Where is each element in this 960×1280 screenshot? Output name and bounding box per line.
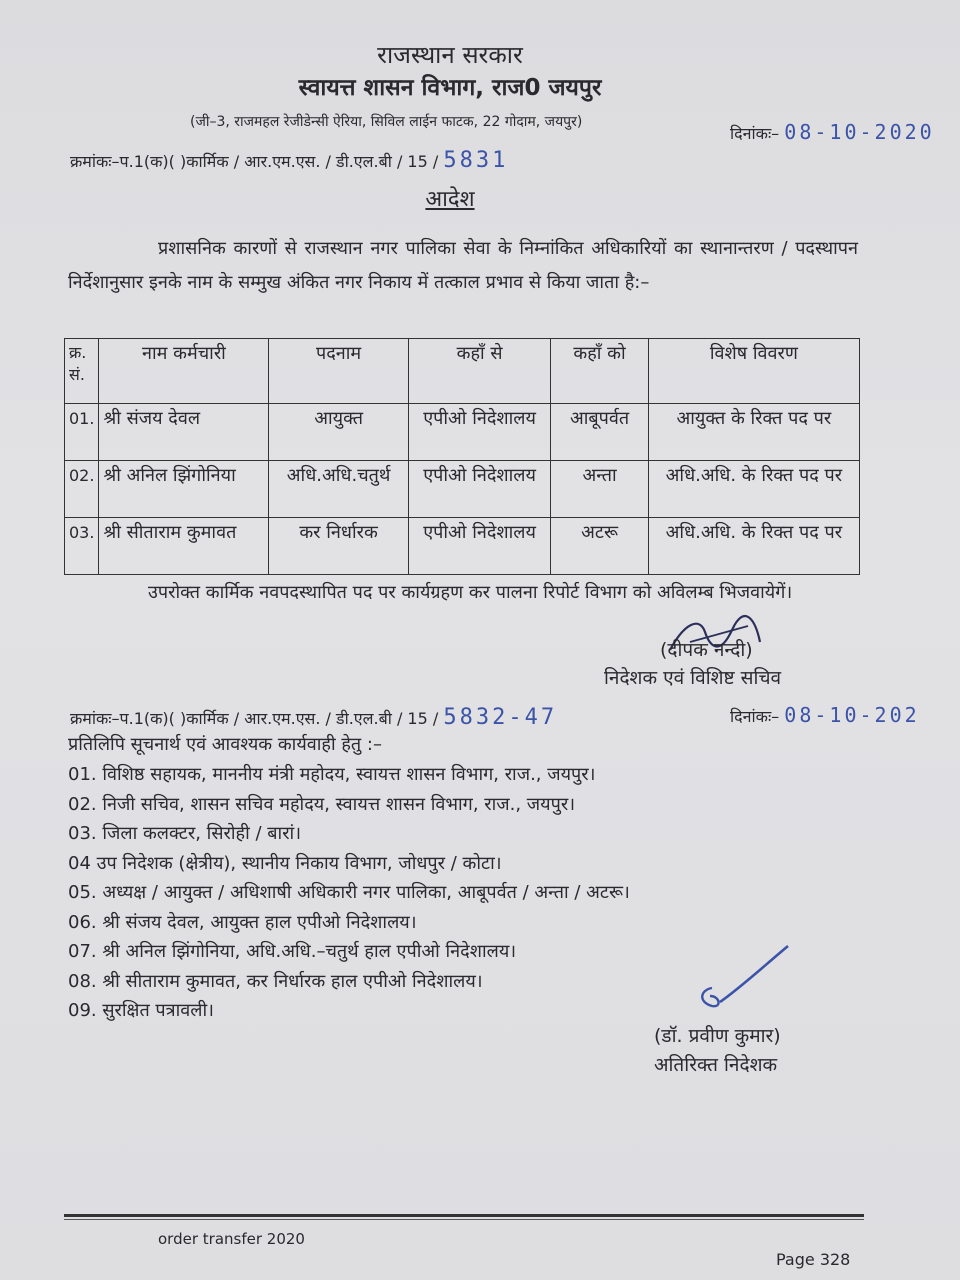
copy-heading: प्रतिलिपि सूचनार्थ एवं आवश्यक कार्यवाही हेतु :– (68, 734, 382, 755)
row-name: श्री सीताराम कुमावत (99, 518, 269, 575)
table-row (65, 518, 860, 575)
signatory-1-name: (दीपक नन्दी) (660, 639, 753, 661)
row-serial: 02. (65, 461, 99, 518)
col-from: कहाँ से (408, 339, 551, 404)
footer-rule (64, 1214, 864, 1217)
reference-number-handwritten: 5831 (443, 148, 509, 173)
row-from: एपीओ निदेशालय (408, 518, 551, 575)
date-handwritten: 08-10-2020 (784, 120, 935, 144)
row-name: श्री संजय देवल (99, 404, 269, 461)
date-handwritten: 08-10-202 (784, 703, 920, 727)
row-from: एपीओ निदेशालय (408, 404, 551, 461)
date-label: दिनांकः– (730, 707, 780, 726)
department-address: (जी–3, राजमहल रेजीडेन्सी ऐरिया, सिविल लाईन फाटक, 22 गोदाम, जयपुर) (190, 114, 583, 130)
footer-rule-thin (64, 1219, 864, 1220)
transfer-table (64, 338, 860, 575)
list-item: 05. अध्यक्ष / आयुक्त / अधिशाषी अधिकारी नगर पालिका, आबूपर्वत / अन्ता / अटरू। (68, 882, 630, 903)
list-item: 09. सुरक्षित पत्रावली। (68, 1000, 214, 1021)
col-remarks: विशेष विवरण (648, 339, 859, 404)
reference-line-1 (70, 148, 508, 173)
col-serial: क्र. सं. (65, 339, 99, 404)
table-row (65, 404, 860, 461)
row-to: अटरू (551, 518, 648, 575)
row-name: श्री अनिल झिंगोनिया (99, 461, 269, 518)
row-remarks: अधि.अधि. के रिक्त पद पर (648, 461, 859, 518)
row-designation: कर निर्धारक (269, 518, 408, 575)
copy-date (730, 703, 920, 727)
row-to: अन्ता (551, 461, 648, 518)
signatory-1-designation: निदेशक एवं विशिष्ट सचिव (604, 667, 782, 689)
table-header-row (65, 339, 860, 404)
order-intro-paragraph: प्रशासनिक कारणों से राजस्थान नगर पालिका सेवा के निम्नांकित अधिकारियों का स्थानान्तरण / पदस्थापन निर्देशानुसार इनके नाम के सम्मुख अंकित नगर निकाय में तत्काल प्रभाव से किया जाता है:– (68, 238, 858, 293)
col-to: कहाँ को (551, 339, 648, 404)
closing-paragraph: उपरोक्त कार्मिक नवपदस्थापित पद पर कार्यग्रहण कर पालना रिपोर्ट विभाग को अविलम्ब भिजवायेगें। (148, 582, 793, 603)
row-remarks: आयुक्त के रिक्त पद पर (648, 404, 859, 461)
col-designation: पदनाम (269, 339, 408, 404)
list-item: 06. श्री संजय देवल, आयुक्त हाल एपीओ निदेशालय। (68, 911, 417, 933)
reference-number-printed: क्रमांकः–प.1(क)( )कार्मिक / आर.एम.एस. / डी.एल.बी / 15 / (70, 709, 439, 728)
row-serial: 03. (65, 518, 99, 575)
reference-number-printed: क्रमांकः–प.1(क)( )कार्मिक / आर.एम.एस. / डी.एल.बी / 15 / (70, 152, 439, 171)
order-title: आदेश (425, 187, 475, 212)
col-employee-name: नाम कर्मचारी (99, 339, 269, 404)
row-to: आबूपर्वत (551, 404, 648, 461)
reference-line-2 (70, 705, 557, 730)
row-from: एपीओ निदेशालय (408, 461, 551, 518)
footer-document-label: order transfer 2020 (158, 1230, 305, 1248)
row-serial: 01. (65, 404, 99, 461)
date-label: दिनांकः– (730, 124, 780, 143)
reference-number-handwritten: 5832-47 (443, 705, 558, 730)
order-date (730, 120, 935, 144)
department-heading: स्वायत्त शासन विभाग, राज0 जयपुर (298, 75, 602, 101)
signature-ink-icon (690, 940, 800, 1020)
copy-recipient-list (68, 760, 630, 1026)
list-item: 07. श्री अनिल झिंगोनिया, अधि.अधि.–चतुर्थ हाल एपीओ निदेशालय। (68, 941, 517, 962)
row-designation: आयुक्त (269, 404, 408, 461)
row-designation: अधि.अधि.चतुर्थ (269, 461, 408, 518)
list-item: 01. विशिष्ठ सहायक, माननीय मंत्री महोदय, स्वायत्त शासन विभाग, राज., जयपुर। (68, 764, 596, 785)
list-item: 08. श्री सीताराम कुमावत, कर निर्धारक हाल एपीओ निदेशालय। (68, 970, 483, 992)
table-row (65, 461, 860, 518)
list-item: 02. निजी सचिव, शासन सचिव महोदय, स्वायत्त शासन विभाग, राज., जयपुर। (68, 793, 576, 815)
list-item: 04 उप निदेशक (क्षेत्रीय), स्थानीय निकाय विभाग, जोधपुर / कोटा। (68, 852, 502, 874)
row-remarks: अधि.अधि. के रिक्त पद पर (648, 518, 859, 575)
footer-page-number: Page 328 (776, 1250, 851, 1269)
signatory-2-designation: अतिरिक्त निदेशक (654, 1054, 778, 1076)
list-item: 03. जिला कलक्टर, सिरोही / बारां। (68, 823, 302, 844)
govt-heading: राजस्थान सरकार (377, 41, 523, 69)
signatory-2-name: (डॉ. प्रवीण कुमार) (654, 1025, 781, 1047)
